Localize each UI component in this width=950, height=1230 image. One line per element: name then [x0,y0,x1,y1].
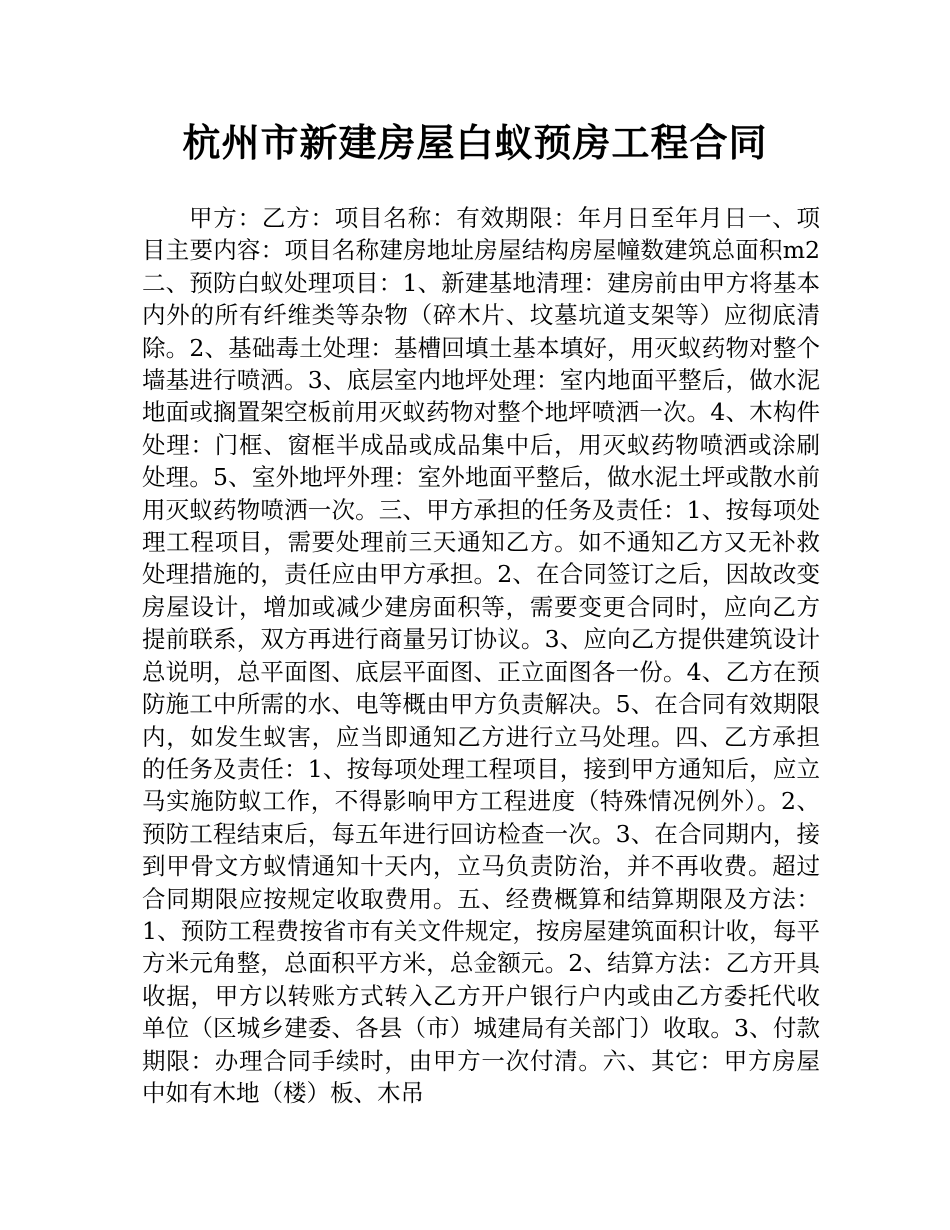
document-title: 杭州市新建房屋白蚁预房工程合同 [182,121,768,165]
document-body-paragraph: 甲方：乙方：项目名称：有效期限：年月日至年月日一、项目主要内容：项目名称建房地址房屋结构房屋幢数建筑总面积m2二、预防白蚁处理项目：1、新建基地清理：建房前由甲方将基本内外的所有纤维类等杂物（碎木片、坟墓坑道支架等）应彻底清除。2、基础毒土处理：基槽回填土基本填好，用灭蚁药物对整个墙基进行喷洒。3、底层室内地坪处理：室内地面平整后，做水泥地面或搁置架空板前用灭蚁药物对整个地坪喷洒一次。4、木构件处理：门框、窗框半成品或成品集中后，用灭蚁药物喷洒或涂刷处理。5、室外地坪外理：室外地面平整后，做水泥土坪或散水前用灭蚁药物喷洒一次。三、甲方承担的任务及责任：1、按每项处理工程项目，需要处理前三天通知乙方。如不通知乙方又无补救处理措施的，责任应由甲方承担。2、在合同签订之后，因故改变房屋设计，增加或减少建房面积等，需要变更合同时，应向乙方提前联系，双方再进行商量另订协议。3、应向乙方提供建筑设计总说明，总平面图、底层平面图、正立面图各一份。4、乙方在预防施工中所需的水、电等概由甲方负责解决。5、在合同有效期限内，如发生蚁害，应当即通知乙方进行立马处理。四、乙方承担的任务及责任：1、按每项处理工程项目，接到甲方通知后，应立马实施防蚁工作，不得影响甲方工程进度（特殊情况例外）。2、预防工程结束后，每五年进行回访检查一次。3、在合同期内，接到甲骨文方蚁情通知十天内，立马负责防治，并不再收费。超过合同期限应按规定收取费用。五、经费概算和结算期限及方法：1、预防工程费按省市有关文件规定，按房屋建筑面积计收，每平方米元角整，总面积平方米，总金额元。2、结算方法：乙方开具收据，甲方以转账方式转入乙方开户银行户内或由乙方委托代收单位（区城乡建委、各县（市）城建局有关部门）收取。3、付款期限：办理合同手续时，由甲方一次付清。六、其它：甲方房屋中如有木地（楼）板、木吊 [142,204,820,1107]
